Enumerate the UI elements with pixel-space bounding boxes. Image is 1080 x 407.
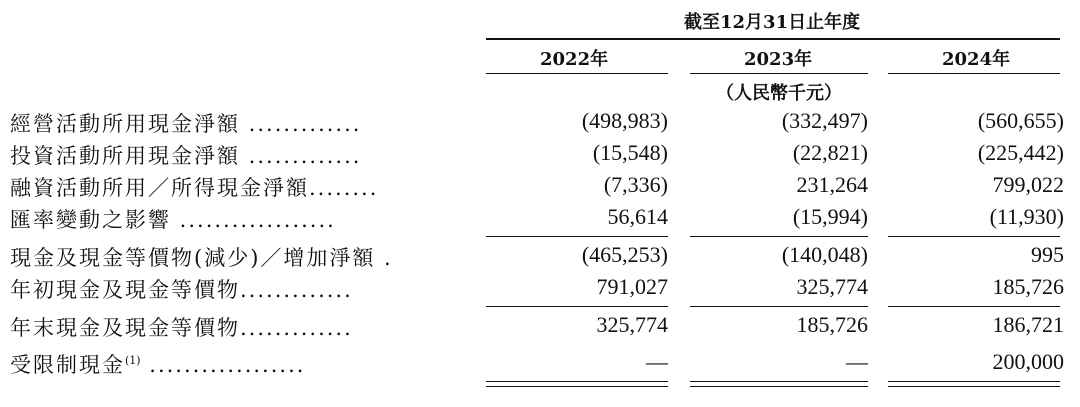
unit-label: （人民幣千元） <box>716 83 842 104</box>
leader-dots: .................. <box>140 353 306 377</box>
year-header-2022: 2022年 <box>540 49 609 70</box>
year-rule-2024 <box>888 73 1060 74</box>
double-rule-bottom-2024 <box>888 386 1060 387</box>
double-rule-top-2022 <box>486 381 668 382</box>
value-ending-2024: 186,721 <box>992 312 1064 337</box>
double-rule-top-2023 <box>690 381 868 382</box>
value-investing-2022: (15,548) <box>592 140 668 165</box>
period-rule <box>486 38 1060 40</box>
value-beginning-2023: 325,774 <box>796 274 868 299</box>
value-operating-2022: (498,983) <box>581 108 668 133</box>
value-financing-2023: 231,264 <box>796 172 868 197</box>
value-financing-2024: 799,022 <box>992 172 1064 197</box>
row-label-net-change: 現金及現金等價物(減少)／增加淨額 . <box>10 246 393 270</box>
row-label-fx-effect: 匯率變動之影響 .................. <box>10 208 336 232</box>
value-investing-2024: (225,442) <box>977 140 1064 165</box>
value-restricted-2024: 200,000 <box>992 349 1064 374</box>
restricted-cash-label: 受限制現金 <box>10 353 125 377</box>
year-rule-2022 <box>486 73 668 74</box>
value-investing-2023: (22,821) <box>792 140 868 165</box>
value-ending-2022: 325,774 <box>596 312 668 337</box>
value-fx-2023: (15,994) <box>792 204 868 229</box>
year-header-2024: 2024年 <box>942 49 1011 70</box>
double-rule-bottom-2023 <box>690 386 868 387</box>
double-rule-top-2024 <box>888 381 1060 382</box>
value-restricted-2022: — <box>646 349 668 374</box>
year-header-2023: 2023年 <box>744 49 813 70</box>
year-rule-2023 <box>690 73 868 74</box>
row-label-investing: 投資活動所用現金淨額 ............. <box>10 144 362 168</box>
value-operating-2024: (560,655) <box>977 108 1064 133</box>
value-beginning-2024: 185,726 <box>992 274 1064 299</box>
row-label-beginning-cash: 年初現金及現金等價物............. <box>10 278 353 302</box>
double-rule-bottom-2022 <box>486 386 668 387</box>
value-ending-2023: 185,726 <box>796 312 868 337</box>
total-rule-2024 <box>888 306 1060 307</box>
value-operating-2023: (332,497) <box>781 108 868 133</box>
value-beginning-2022: 791,027 <box>596 274 668 299</box>
value-net-change-2023: (140,048) <box>781 242 868 267</box>
value-fx-2022: 56,614 <box>607 204 668 229</box>
row-label-restricted-cash <box>10 349 305 379</box>
value-net-change-2024: 995 <box>1031 242 1064 267</box>
subtotal-rule-2024 <box>888 236 1060 237</box>
total-rule-2023 <box>690 306 868 307</box>
total-rule-2022 <box>486 306 668 307</box>
row-label-operating: 經營活動所用現金淨額 ............. <box>10 112 362 136</box>
row-label-financing: 融資活動所用／所得現金淨額........ <box>10 176 379 200</box>
row-label-ending-cash: 年末現金及現金等價物............. <box>10 316 353 340</box>
footnote-marker: (1) <box>125 354 141 367</box>
value-fx-2024: (11,930) <box>989 204 1064 229</box>
value-net-change-2022: (465,253) <box>581 242 668 267</box>
value-restricted-2023: — <box>846 349 868 374</box>
subtotal-rule-2023 <box>690 236 868 237</box>
period-header: 截至12月31日止年度 <box>684 12 861 33</box>
subtotal-rule-2022 <box>486 236 668 237</box>
value-financing-2022: (7,336) <box>603 172 668 197</box>
